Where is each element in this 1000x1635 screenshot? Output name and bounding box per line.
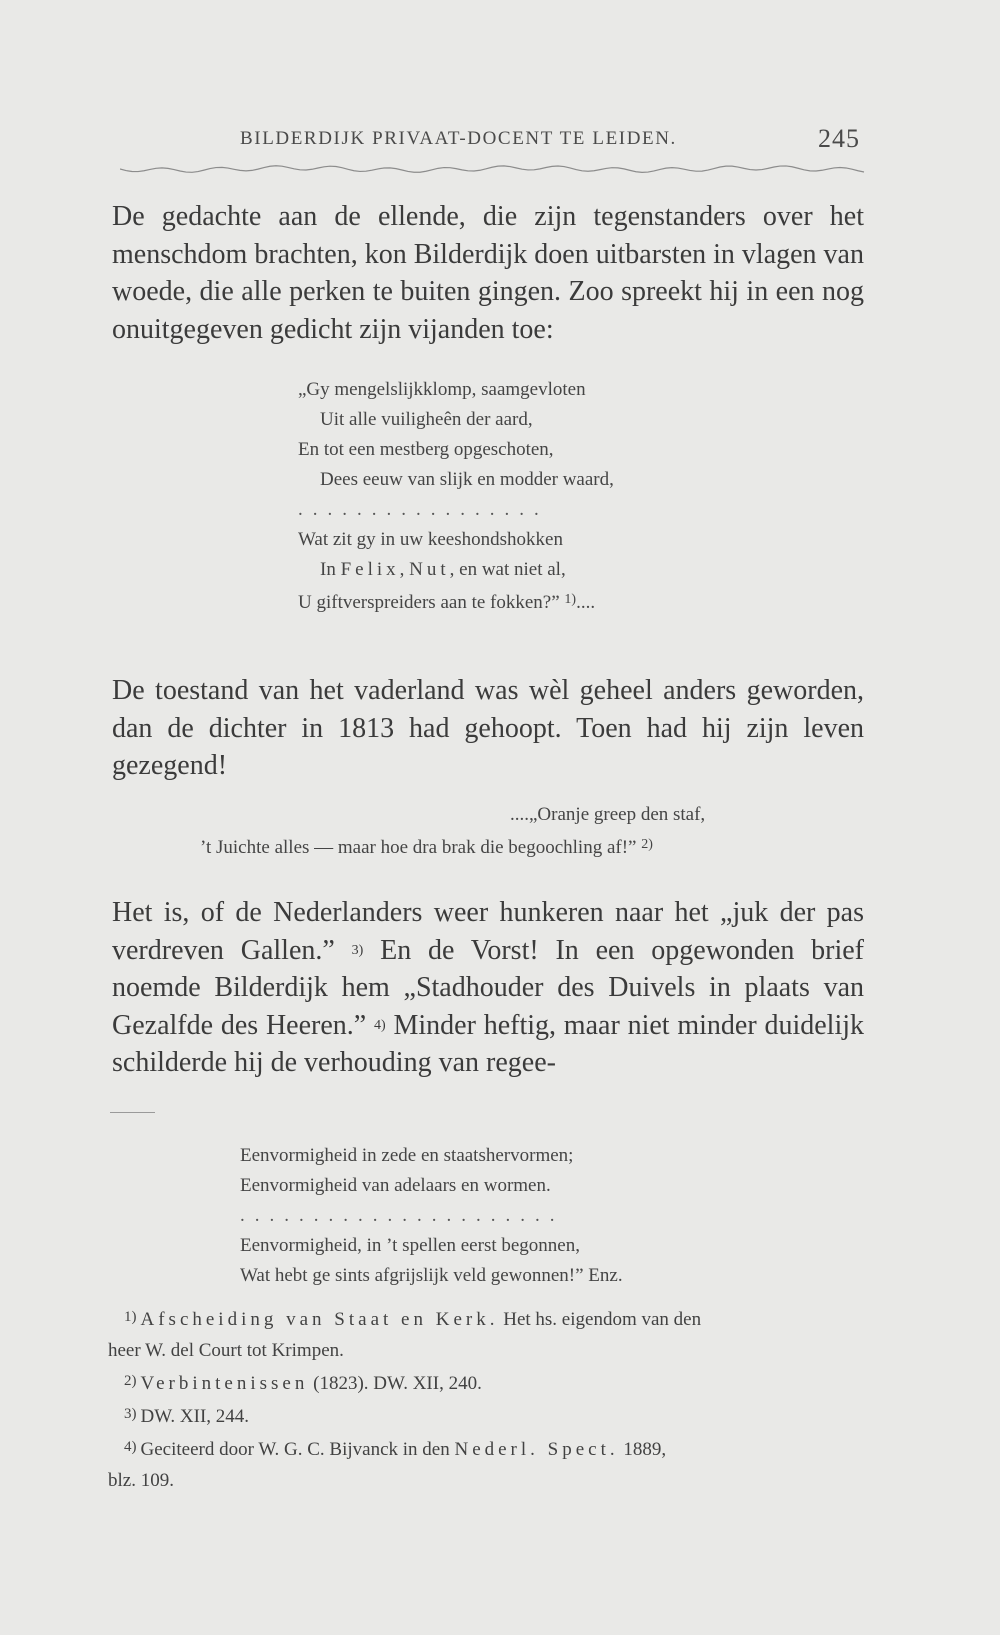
poem1-line-2: Uit alle vuiligheên der aard, [320, 409, 533, 430]
footnotes [108, 1302, 864, 1496]
footnote-1-text: Het hs. eigendom van den [498, 1309, 702, 1330]
running-title: BILDERDIJK PRIVAAT-DOCENT TE LEIDEN. [240, 128, 677, 149]
footnote-4-text: Geciteerd door W. G. C. Bijvanck in den [140, 1439, 455, 1460]
poem2-line-3: Eenvormigheid, in ’t spellen eerst begonnen, [240, 1235, 580, 1256]
poem1-line-4: Dees eeuw van slijk en modder waard, [320, 469, 614, 490]
poem1-line-1: „Gy mengelslijkklomp, saamgevloten [298, 379, 586, 400]
poem1-l7-tail: .... [576, 592, 596, 613]
footnote-1-continued: heer W. del Court tot Krimpen. [108, 1340, 344, 1361]
poem2-line-2: Eenvormigheid van adelaars en wormen. [240, 1175, 551, 1196]
poem-quote-3 [240, 1141, 623, 1291]
footnote-ref-1: 1) [564, 592, 577, 607]
footnote-2 [112, 1366, 864, 1399]
quote2-l2-text: ’t Juichte alles — maar hoe dra brak die begoochling af!” [200, 837, 637, 858]
paragraph-3 [112, 894, 864, 1082]
poem-quote-2 [200, 800, 705, 863]
quote2-line-2 [200, 830, 705, 863]
footnote-1-title: Afscheiding van Staat en Kerk. [140, 1309, 499, 1330]
footnote-separator [110, 1112, 155, 1113]
poem1-l6-c: , [399, 559, 410, 580]
poem1-l6-felix: Felix [340, 559, 400, 580]
footnote-1 [112, 1302, 864, 1335]
footnote-3 [112, 1399, 864, 1432]
paragraph-2 [112, 672, 864, 785]
paragraph-1 [112, 198, 864, 348]
quote2-line-1: ....„Oranje greep den staf, [510, 804, 706, 825]
poem1-l6-e: , en wat niet al, [449, 559, 566, 580]
poem1-line-3: En tot een mestberg opgeschoten, [298, 439, 554, 460]
page-number: 245 [818, 124, 860, 153]
poem1-l6-nut: Nut [409, 559, 450, 580]
decorative-wavy-rule [120, 162, 866, 176]
para3-part-a: Het is, of de Nederlanders weer hunkeren naar het „juk der pas verdreven Gallen.” [112, 897, 864, 966]
poem-quote-1 [298, 375, 614, 618]
poem1-line-6 [298, 555, 614, 585]
paragraph-1-text: De gedachte aan de ellende, die zijn tegenstanders over het menschdom brachten, kon Bilderdijk doen uitbarsten in vlagen van woede, die alle perken te buiten gingen. Zoo spreekt hij in een nog onuitgegeven gedicht zijn vijanden toe: [112, 201, 864, 345]
footnote-2-ref: 2) [124, 1373, 137, 1389]
para3-part-c: Minder heftig, maar niet minder duidelijk schilderde hij de verhouding van regee- [112, 1009, 864, 1078]
para3-part-b: En de Vorst! In een opgewonden brief noemde Bilderdijk hem „Stadhouder des Duivels in plaats van Gezalfde des Heeren.” [112, 934, 865, 1041]
footnote-4-year: 1889, [618, 1439, 667, 1460]
footnote-3-ref: 3) [124, 1406, 137, 1422]
paragraph-2-text: De toestand van het vaderland was wèl geheel anders geworden, dan de dichter in 1813 had gehoopt. Toen had hij zijn leven gezegend! [112, 675, 864, 781]
footnote-4 [112, 1432, 864, 1465]
footnote-ref-2: 2) [641, 837, 653, 852]
footnote-2-text: (1823). DW. XII, 240. [308, 1373, 482, 1394]
poem1-l7-text: U giftverspreiders aan te fokken?” [298, 592, 560, 613]
poem1-line-5: Wat zit gy in uw keeshondshokken [298, 529, 563, 550]
poem1-ellipsis-row: ................. [298, 499, 549, 520]
footnote-3-text: DW. XII, 244. [140, 1406, 250, 1427]
footnote-ref-4: 4) [374, 1017, 386, 1033]
poem2-ellipsis-row: ...................... [240, 1205, 565, 1226]
paragraph-3-text [112, 894, 864, 1082]
footnote-ref-3: 3) [351, 942, 364, 958]
footnote-4-continued: blz. 109. [108, 1470, 174, 1491]
footnote-1-ref: 1) [124, 1309, 137, 1325]
footnote-4-title: Nederl. Spect. [454, 1439, 619, 1460]
poem1-line-7 [298, 585, 614, 618]
poem1-l6-a: In [320, 559, 341, 580]
poem2-line-1: Eenvormigheid in zede en staatshervormen; [240, 1145, 574, 1166]
footnote-2-title: Verbintenissen [140, 1373, 309, 1394]
poem2-line-4: Wat hebt ge sints afgrijslijk veld gewonnen!” Enz. [240, 1265, 623, 1286]
footnote-4-ref: 4) [124, 1439, 137, 1455]
